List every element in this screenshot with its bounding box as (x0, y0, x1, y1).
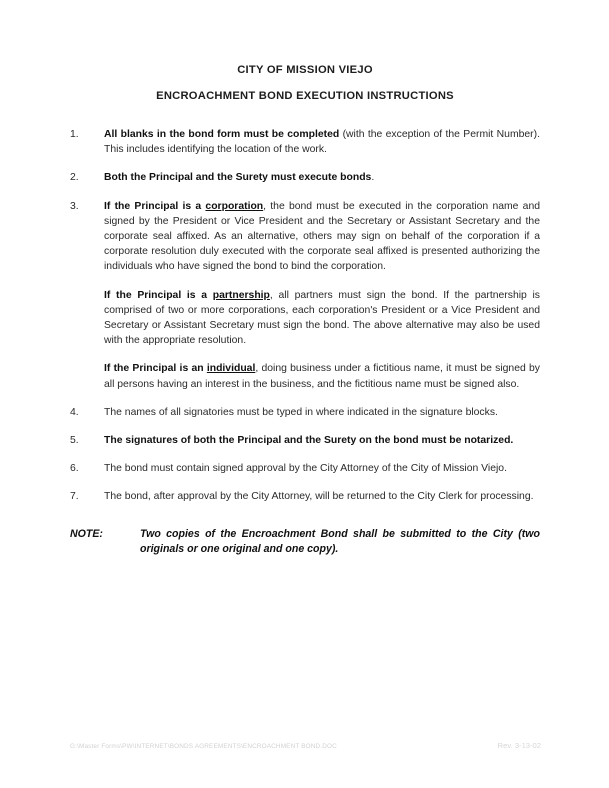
emphasis-bold-text: Both the Principal and the Surety must execute bonds (104, 172, 372, 184)
page-footer (70, 741, 549, 750)
emphasis-underline-text: partnership (212, 289, 270, 301)
body-text: The bond, after approval by the City Attorney, will be returned to the City Clerk for processing. (104, 491, 534, 503)
body-text: The bond must contain signed approval by the City Attorney of the City of Mission Viejo. (104, 463, 507, 475)
instruction-text (104, 489, 540, 504)
instruction-paragraph (104, 433, 540, 448)
instruction-number: 3. (70, 200, 79, 212)
footer-file-path: G:\Master Forms\PW\INTERNET\BONDS AGREEMENTS\ENCROACHMENT BOND.DOC (70, 743, 337, 750)
instruction-paragraph (104, 489, 540, 504)
emphasis-bold-text: If the Principal is a (104, 289, 213, 301)
page-title: CITY OF MISSION VIEJO (237, 64, 373, 76)
body-text: , doing business under a fictitious name, it must be signed by all persons having an interest in the business, and the fictitious name must be signed also. (104, 363, 540, 390)
emphasis-bold-text: If the Principal is a (104, 200, 206, 212)
instruction-paragraph (104, 405, 540, 420)
instruction-paragraph (104, 461, 540, 476)
body-text: The names of all signatories must be typed in where indicated in the signature blocks. (104, 406, 498, 418)
instruction-number: 4. (70, 406, 79, 418)
note-label: NOTE: (70, 527, 103, 540)
instruction-text (104, 199, 540, 392)
instruction-paragraph (104, 170, 540, 185)
instruction-paragraph (104, 127, 540, 157)
instruction-number: 2. (70, 172, 79, 184)
emphasis-underline-text: corporation (205, 200, 264, 212)
emphasis-bold-text: The signatures of both the Principal and the Surety on the bond must be notarized. (104, 435, 514, 447)
instruction-number: 1. (70, 129, 79, 140)
instruction-text (104, 170, 540, 185)
emphasis-bold-text: All blanks in the bond form must be completed (104, 129, 340, 140)
body-text: . (371, 172, 375, 184)
instructions-list (70, 127, 540, 505)
emphasis-bold-text: If the Principal is an (104, 363, 207, 375)
page-subtitle: ENCROACHMENT BOND EXECUTION INSTRUCTIONS (156, 90, 454, 102)
instruction-number: 5. (70, 435, 79, 447)
instruction-item (70, 127, 540, 157)
document-body (70, 0, 540, 788)
body-text: (with the exception of the Permit Number). This includes identifying the location of the work. (104, 129, 540, 156)
instruction-paragraph (104, 288, 540, 349)
instruction-item (70, 461, 540, 476)
note-block (70, 527, 540, 557)
instruction-paragraph (104, 199, 540, 275)
instruction-text (104, 405, 540, 420)
instruction-number: 6. (70, 463, 79, 475)
note-text: Two copies of the Encroachment Bond shall be submitted to the City (two originals or one original and one copy). (140, 527, 540, 555)
instruction-text (104, 127, 540, 157)
body-text: , all partners must sign the bond. If the partnership is comprised of two or more corporations, each corporation's President or a Vice President and Secretary or Assistant Secretary must sign the bond. The above alternative may also be used with the appropriate resolution. (104, 289, 541, 347)
instruction-paragraph (104, 361, 540, 391)
footer-revision: Rev. 3-13-02 (497, 741, 541, 750)
emphasis-underline-text: individual (206, 363, 256, 375)
instruction-text (104, 433, 540, 448)
instruction-item (70, 433, 540, 448)
instruction-item (70, 489, 540, 504)
instruction-item (70, 405, 540, 420)
document-title-block (70, 0, 540, 103)
instruction-item (70, 170, 540, 185)
instruction-item (70, 199, 540, 392)
instruction-number: 7. (70, 491, 79, 503)
instruction-text (104, 461, 540, 476)
body-text: , the bond must be executed in the corporation name and signed by the President or Vice President and the Secretary or Assistant Secretary and the corporate seal affixed. As an alternative, others may sign on behalf of the corporation if a corporate resolution duly executed with the corporate seal affixed is presented authorizing the individuals who have signed the bond to bind the corporation. (104, 200, 540, 273)
